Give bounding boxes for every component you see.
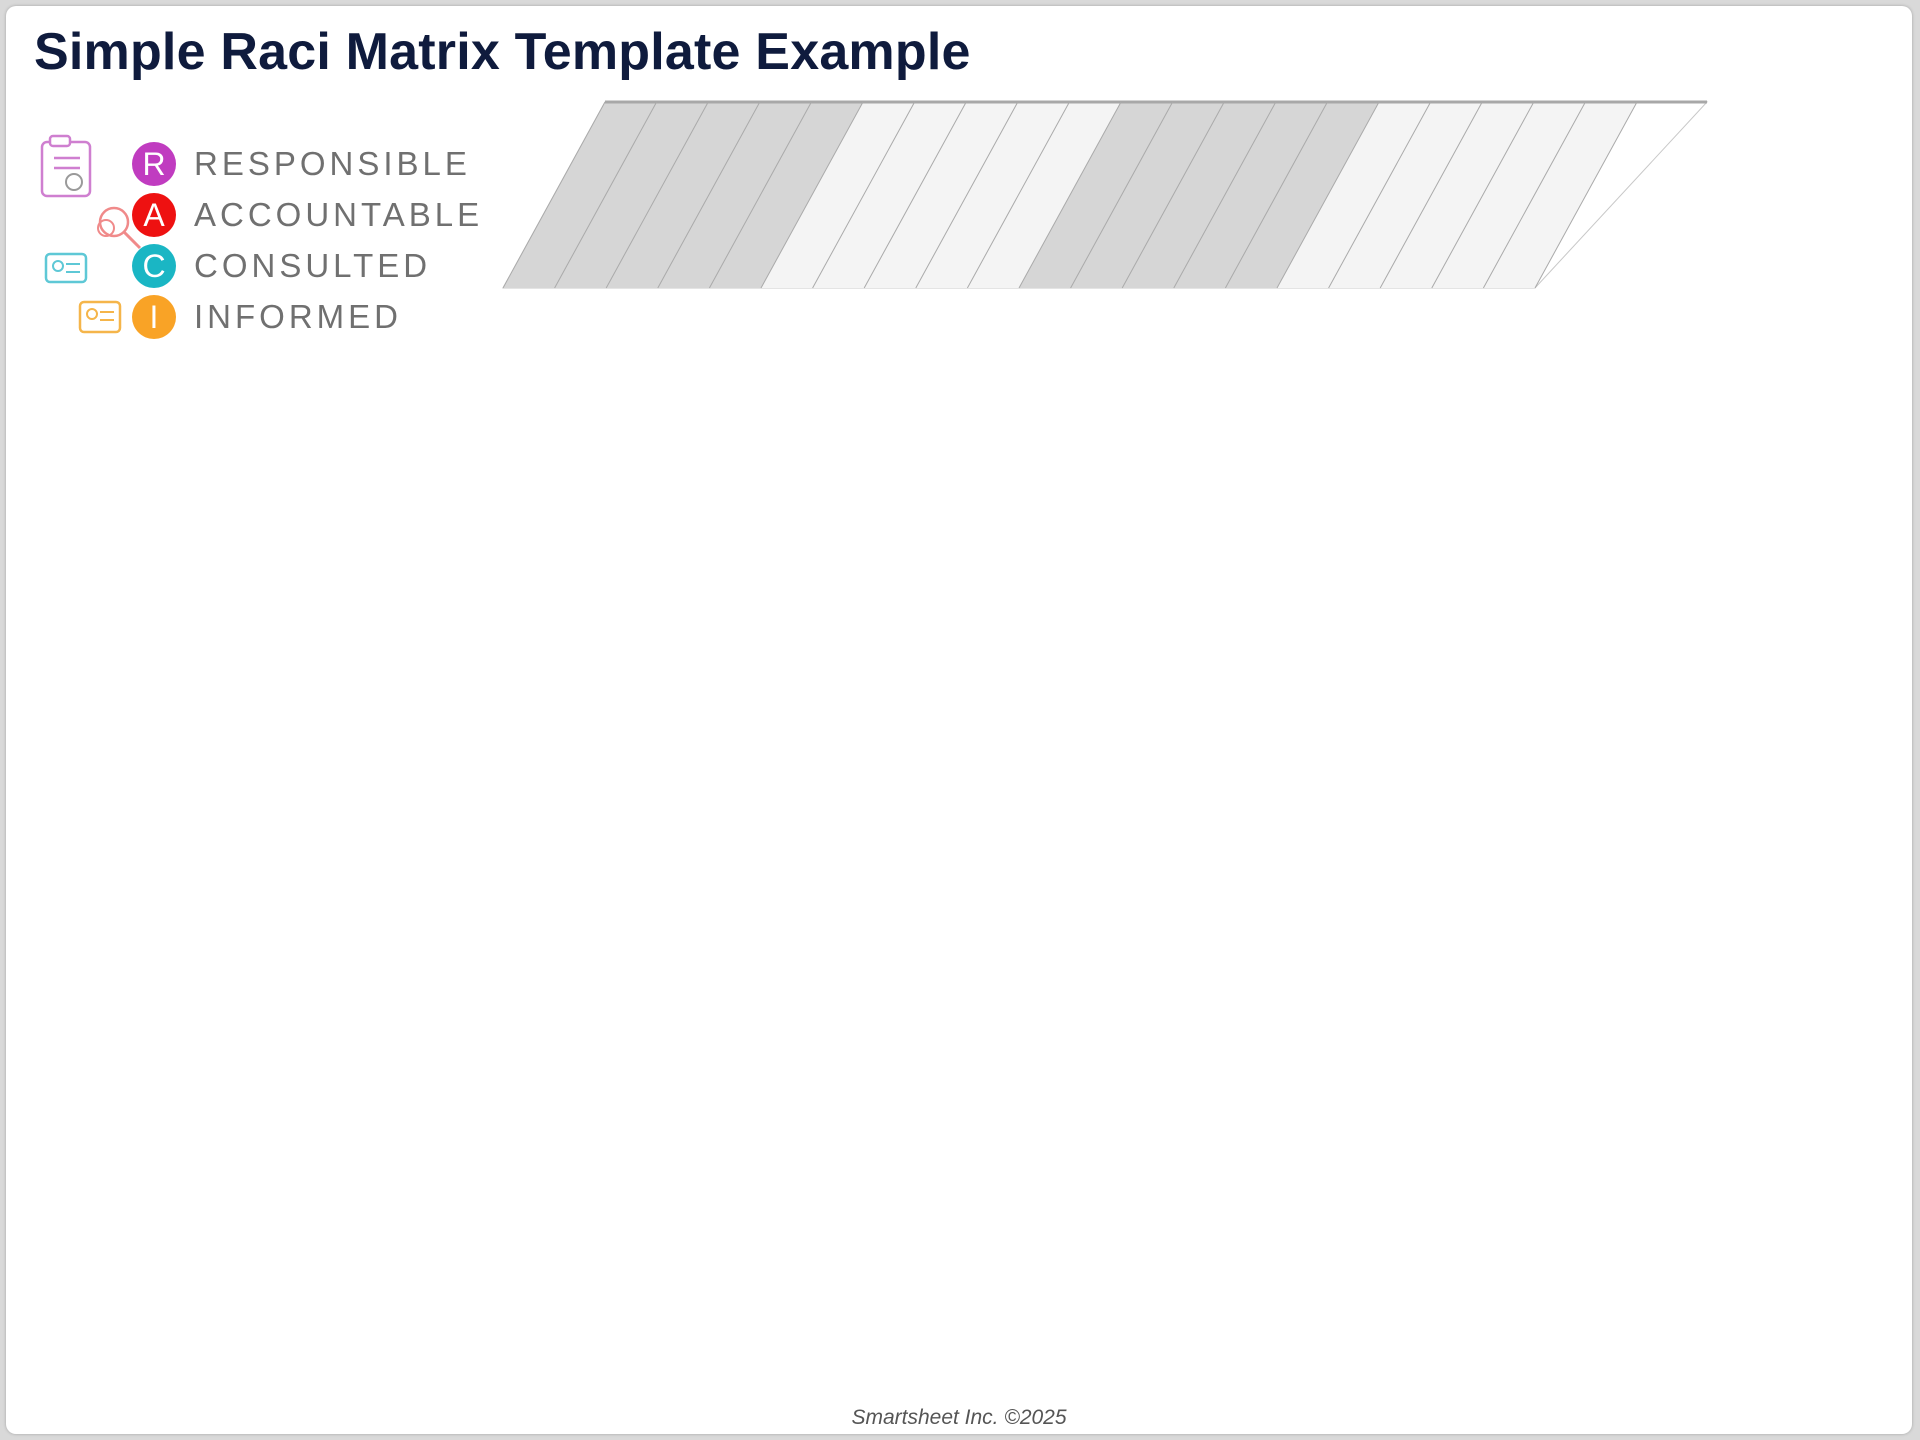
legend-badge: R [132, 142, 176, 186]
legend-label: ACCOUNTABLE [194, 196, 484, 233]
legend-badge: C [132, 244, 176, 288]
footer-credit: Smartsheet Inc. ©2025 [851, 1406, 1067, 1429]
page [6, 6, 1912, 1434]
legend-badge: A [132, 193, 176, 237]
page-title: Simple Raci Matrix Template Example [34, 23, 971, 81]
legend-label: RESPONSIBLE [194, 145, 471, 182]
legend-label: CONSULTED [194, 247, 432, 284]
legend-label: INFORMED [194, 298, 402, 335]
legend-badge: I [132, 295, 176, 339]
raci-matrix [6, 6, 1912, 1434]
